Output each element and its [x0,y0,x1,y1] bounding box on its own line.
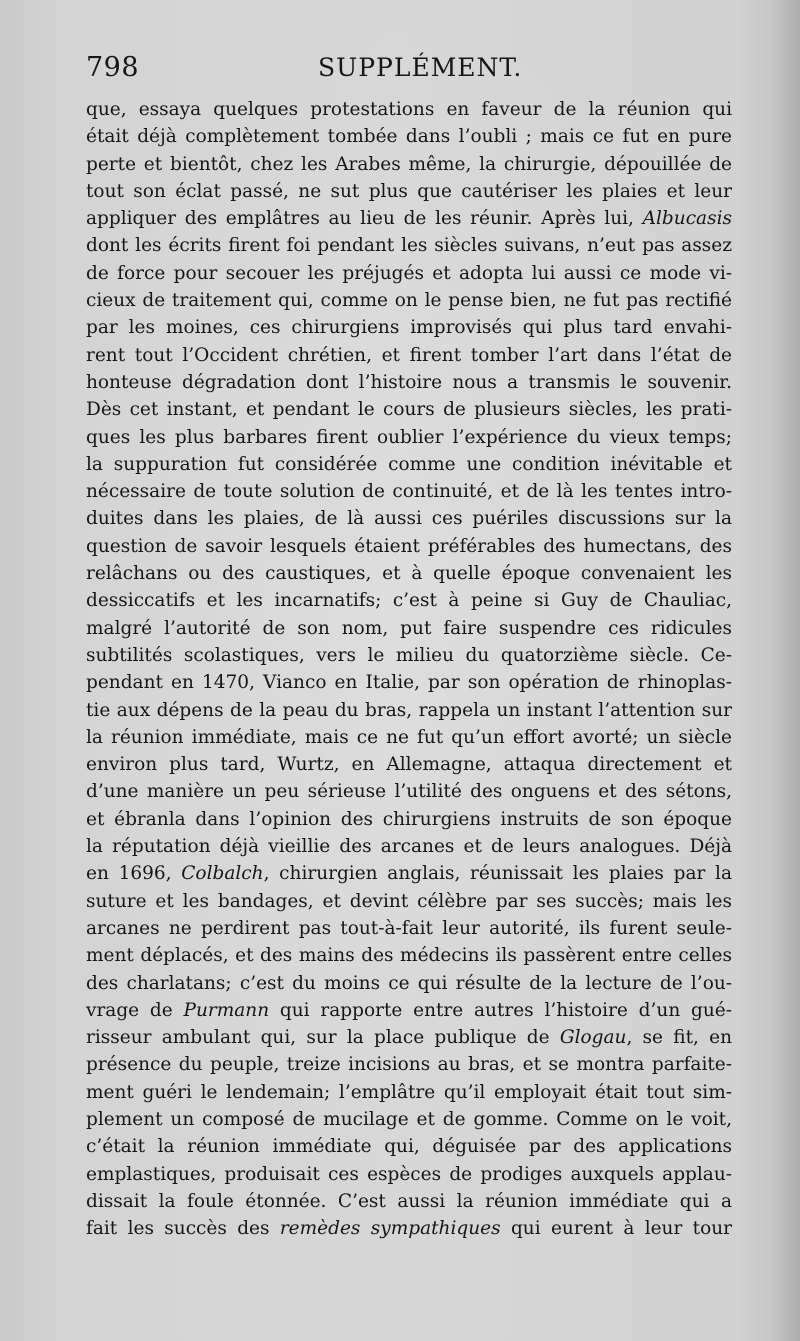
line-text: nécessaire de toute solution de continuité, et de là les tentes intro- [86,481,732,503]
line-text: tout son éclat passé, ne sut plus que cautériser les plaies et leur [86,180,732,202]
running-head: SUPPLÉMENT. [318,53,523,82]
line-text: suture et les bandages, et devint célèbre par ses succès; mais les [86,890,732,912]
italic-name: Purmann [183,999,270,1021]
text-line [86,342,732,369]
line-text: et ébranla dans l’opinion des chirurgiens instruits de son époque [86,808,732,830]
line-text: malgré l’autorité de son nom, put faire suspendre ces ridicules [86,617,732,639]
line-text: arcanes ne perdirent pas tout-à-fait leur autorité, ils furent seule- [86,917,732,939]
line-text: perte et bientôt, chez les Arabes même, la chirurgie, dépouillée de [86,153,732,175]
page-edge-shadow [770,0,800,1341]
line-text: d’une manière un peu sérieuse l’utilité des onguens et des sétons, [86,781,732,803]
line-text: tie aux dépens de la peau du bras, rappela un instant l’attention sur [86,699,732,721]
line-text: était déjà complètement tombée dans l’oubli ; mais ce fut en pure [86,126,732,148]
line-text: appliquer des emplâtres au lieu de les réunir. Après lui, [86,208,643,230]
text-line [86,1215,732,1242]
text-line [86,915,732,942]
italic-name: Glogau [559,1027,627,1049]
line-text: Dès cet instant, et pendant le cours de plusieurs siècles, les prati- [86,399,732,421]
text-line [86,424,732,451]
line-text: la réunion immédiate, mais ce ne fut qu’un effort avorté; un siècle [86,726,732,748]
line-text: subtilités scolastiques, vers le milieu du quatorzième siècle. Ce- [86,644,732,666]
text-line [86,669,732,696]
line-text: emplastiques, produisait ces espèces de prodiges auxquels applau- [86,1163,732,1185]
line-text: relâchans ou des caustiques, et à quelle époque convenaient les [86,563,732,585]
text-line [86,505,732,532]
text-line [86,178,732,205]
line-text: présence du peuple, treize incisions au bras, et se montra parfaite- [86,1054,732,1076]
text-line [86,96,732,123]
text-line [86,1161,732,1188]
italic-name: Colbalch [181,863,264,885]
italic-name: Albucasis [642,208,732,230]
text-line [86,997,732,1024]
line-text: ques les plus barbares firent oublier l’expérience du vieux temps; [86,426,732,448]
line-text: pendant en 1470, Vianco en Italie, par son opération de rhinoplas- [86,672,732,694]
text-line [86,833,732,860]
line-text-after: qui eurent à leur tour [500,1218,732,1240]
text-line [86,587,732,614]
line-text: la suppuration fut considérée comme une condition inévitable et [86,453,732,475]
line-text: la réputation déjà vieillie des arcanes et de leurs analogues. Déjà [86,836,732,858]
line-text: dont les écrits firent foi pendant les siècles suivans, n’eut pas assez [86,235,732,257]
line-text: question de savoir lesquels étaient préférables des humectans, des [86,535,732,557]
text-line [86,232,732,259]
text-line [86,806,732,833]
line-text: duites dans les plaies, de là aussi ces puériles discussions sur la [86,508,732,530]
text-line [86,778,732,805]
text-line [86,888,732,915]
line-text: honteuse dégradation dont l’histoire nous a transmis le souvenir. [86,371,732,393]
line-text-after: , se fit, en [626,1027,733,1049]
text-line [86,697,732,724]
text-line [86,151,732,178]
text-line [86,1024,732,1051]
line-text-after: , chirurgien anglais, réunissait les plaies par la [263,863,733,885]
line-text: que, essaya quelques protestations en faveur de la réunion qui [86,99,732,120]
text-line [86,942,732,969]
text-line [86,751,732,778]
body-text [86,96,732,1242]
line-text: ment déplacés, et des mains des médecins ils passèrent entre celles [86,945,732,967]
text-line [86,451,732,478]
line-text: c’était la réunion immédiate qui, déguisée par des applications [86,1136,732,1158]
text-line [86,1106,732,1133]
line-text: risseur ambulant qui, sur la place publique de [86,1027,560,1049]
line-text: ment guéri le lendemain; l’emplâtre qu’il employait était tout sim- [86,1081,732,1103]
text-line [86,970,732,997]
page-number: 798 [86,52,140,83]
line-text: plement un composé de mucilage et de gomme. Comme on le voit, [86,1108,732,1130]
text-line [86,642,732,669]
line-text: par les moines, ces chirurgiens improvisés qui plus tard envahi- [86,317,732,339]
line-text: fait les succès des [86,1218,280,1240]
line-text: des charlatans; c’est du moins ce qui résulte de la lecture de l’ou- [86,972,732,994]
text-line [86,724,732,751]
line-text: cieux de traitement qui, comme on le pense bien, ne fut pas rectifié [86,290,732,312]
text-line [86,560,732,587]
line-text: de force pour secouer les préjugés et adopta lui aussi ce mode vi- [86,262,732,284]
line-text: en 1696, [86,863,182,885]
text-line [86,860,732,887]
text-line [86,287,732,314]
line-text: environ plus tard, Wurtz, en Allemagne, attaqua directement et [86,754,732,776]
italic-name: remèdes sympathiques [279,1218,501,1240]
text-line [86,205,732,232]
text-line [86,1188,732,1215]
line-text: rent tout l’Occident chrétien, et firent tomber l’art dans l’état de [86,344,732,366]
line-text: dessiccatifs et les incarnatifs; c’est à peine si Guy de Chauliac, [86,590,732,612]
text-line [86,478,732,505]
text-line [86,260,732,287]
text-line [86,615,732,642]
text-line [86,369,732,396]
text-line [86,314,732,341]
text-line [86,1051,732,1078]
text-line [86,533,732,560]
text-line [86,396,732,423]
text-line [86,1133,732,1160]
text-line [86,123,732,150]
line-text: dissait la foule étonnée. C’est aussi la réunion immédiate qui a [86,1190,732,1212]
line-text: vrage de [86,999,184,1021]
text-line [86,1079,732,1106]
line-text-after: qui rapporte entre autres l’histoire d’un gué- [269,999,732,1021]
